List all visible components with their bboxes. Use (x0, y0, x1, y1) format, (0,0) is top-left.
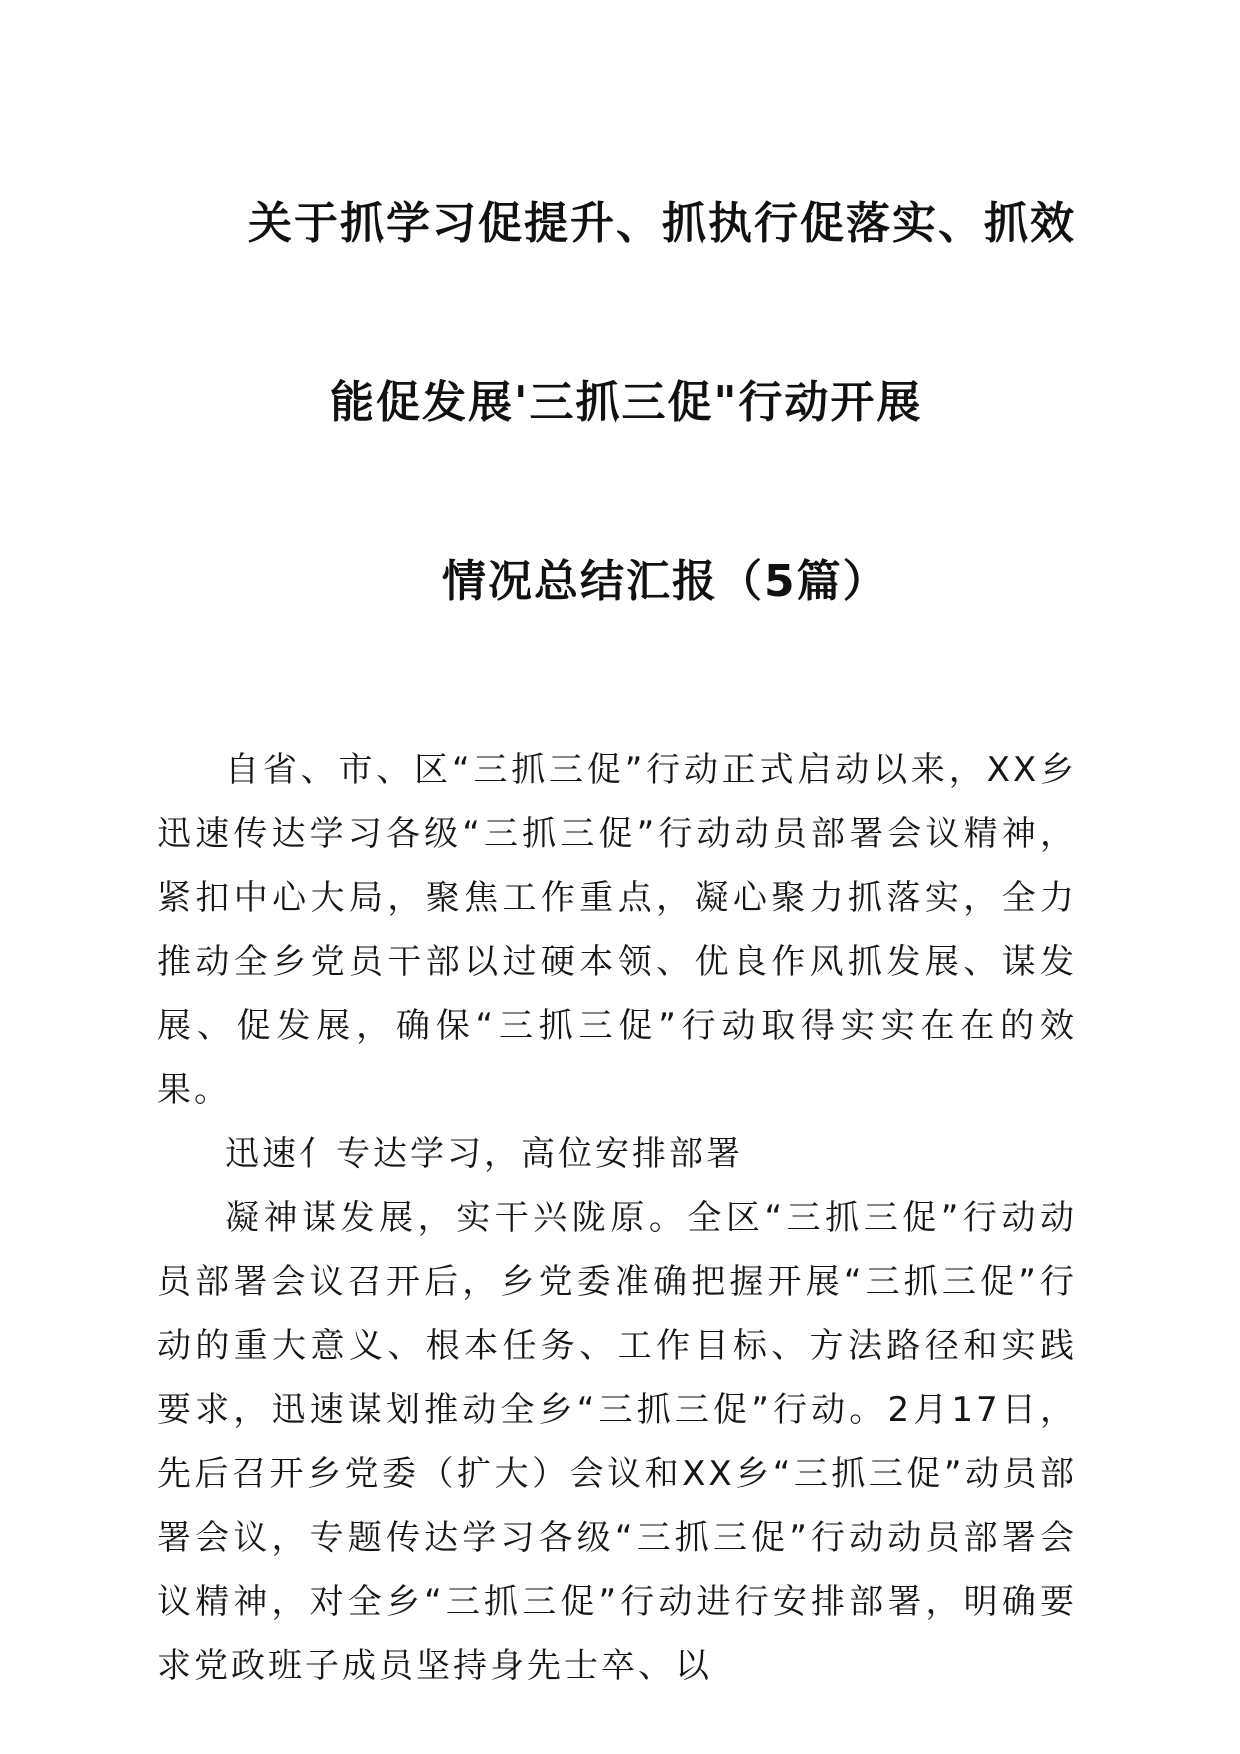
document-body (157, 738, 1077, 1698)
document-title-line-2: 能促发展'三抓三促"行动开展 (330, 377, 923, 428)
intro-paragraph: 自省、市、区“三抓三促”行动正式启动以来，XX乡迅速传达学习各级“三抓三促”行动动员部署会议精神，紧扣中心大局，聚焦工作重点，凝心聚力抓落实，全力推动全乡党员干部以过硬本领、优良作风抓发展、谋发展、促发展，确保“三抓三促”行动取得实实在在的效果。 (157, 750, 1077, 1110)
document-title-line-3: 情况总结汇报（5篇） (442, 556, 889, 607)
body-paragraph: 凝神谋发展，实干兴陇原。全区“三抓三促”行动动员部署会议召开后，乡党委准确把握开展“三抓三促”行动的重大意义、根本任务、工作目标、方法路径和实践要求，迅速谋划推动全乡“三抓三促”行动。2月17日，先后召开乡党委（扩大）会议和XX乡“三抓三促”动员部署会议，专题传达学习各级“三抓三促”行动动员部署会议精神，对全乡“三抓三促”行动进行安排部署，明确要求党政班子成员坚持身先士卒、以 (157, 1198, 1077, 1686)
document-title-line-1: 关于抓学习促提升、抓执行促落实、抓效 (248, 198, 1076, 249)
section-heading: 迅速亻专达学习，高位安排部署 (225, 1134, 743, 1174)
